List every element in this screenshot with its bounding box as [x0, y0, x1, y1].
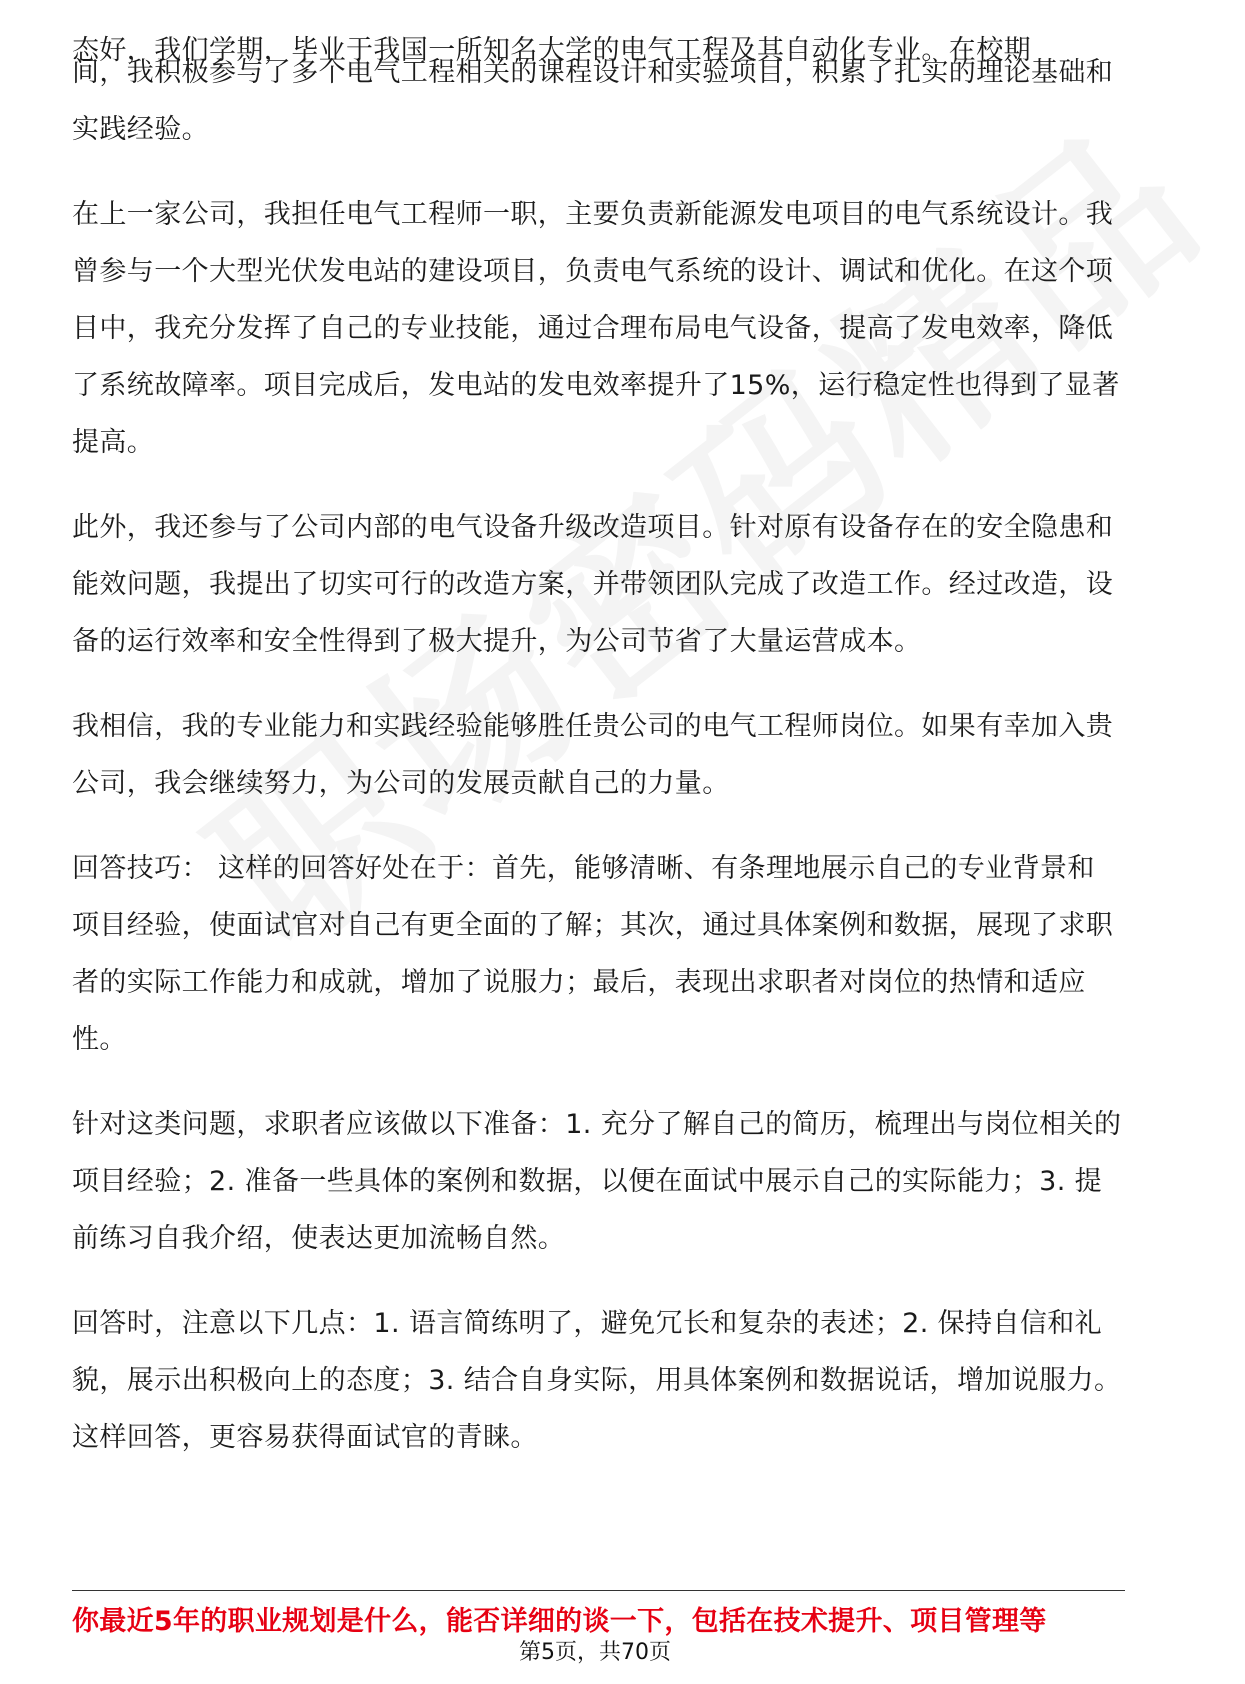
paragraph-upgrade-project: 此外，我还参与了公司内部的电气设备升级改造项目。针对原有设备存在的安全隐患和能效问题，我提出了切实可行的改造方案，并带领团队完成了改造工作。经过改造，设备的运行效率和安全性得到了极大提升，为公司节省了大量运营成本。 — [72, 512, 1114, 657]
paragraph-answer-tips: 回答技巧： 这样的回答好处在于：首先，能够清晰、有条理地展示自己的专业背景和项目经验，使面试官对自己有更全面的了解；其次，通过具体案例和数据，展现了求职者的实际工作能力和成就，增加了说服力；最后，表现出求职者对岗位的热情和适应性。 — [72, 853, 1114, 1055]
paragraph-preparation: 针对这类问题，求职者应该做以下准备：1. 充分了解自己的简历，梳理出与岗位相关的项目经验；2. 准备一些具体的案例和数据，以便在面试中展示自己的实际能力；3. 提前练习自我介绍，使表达更加流畅自然。 — [72, 1109, 1122, 1254]
paragraph-education: 间，我积极参与了多个电气工程相关的课程设计和实验项目，积累了扎实的理论基础和实践经验。 — [72, 57, 1114, 145]
paragraph-previous-job: 在上一家公司，我担任电气工程师一职，主要负责新能源发电项目的电气系统设计。我曾参与一个大型光伏发电站的建设项目，负责电气系统的设计、调试和优化。在这个项目中，我充分发挥了自己的专业技能，通过合理布局电气设备，提高了发电效率，降低了系统故障率。项目完成后，发电站的发电效率提升了15%，运行稳定性也得到了显著提高。 — [72, 199, 1120, 458]
section-divider — [72, 1590, 1125, 1591]
cut-top-line: 态好，我们学期，毕业于我国一所知名大学的电气工程及其自动化专业。在校期 — [72, 35, 1031, 66]
next-question-heading: 你最近5年的职业规划是什么，能否详细的谈一下，包括在技术提升、项目管理等 — [72, 1606, 1047, 1637]
page-number: 第5页，共70页 — [519, 1640, 671, 1665]
paragraph-notes: 回答时，注意以下几点：1. 语言简练明了，避免冗长和复杂的表述；2. 保持自信和礼貌，展示出积极向上的态度；3. 结合自身实际，用具体案例和数据说话，增加说服力。这样回答，更容易获得面试官的青睐。 — [72, 1308, 1122, 1453]
page-content — [72, 34, 1122, 1494]
paragraph-conclusion: 我相信，我的专业能力和实践经验能够胜任贵公司的电气工程师岗位。如果有幸加入贵公司，我会继续努力，为公司的发展贡献自己的力量。 — [72, 711, 1114, 799]
